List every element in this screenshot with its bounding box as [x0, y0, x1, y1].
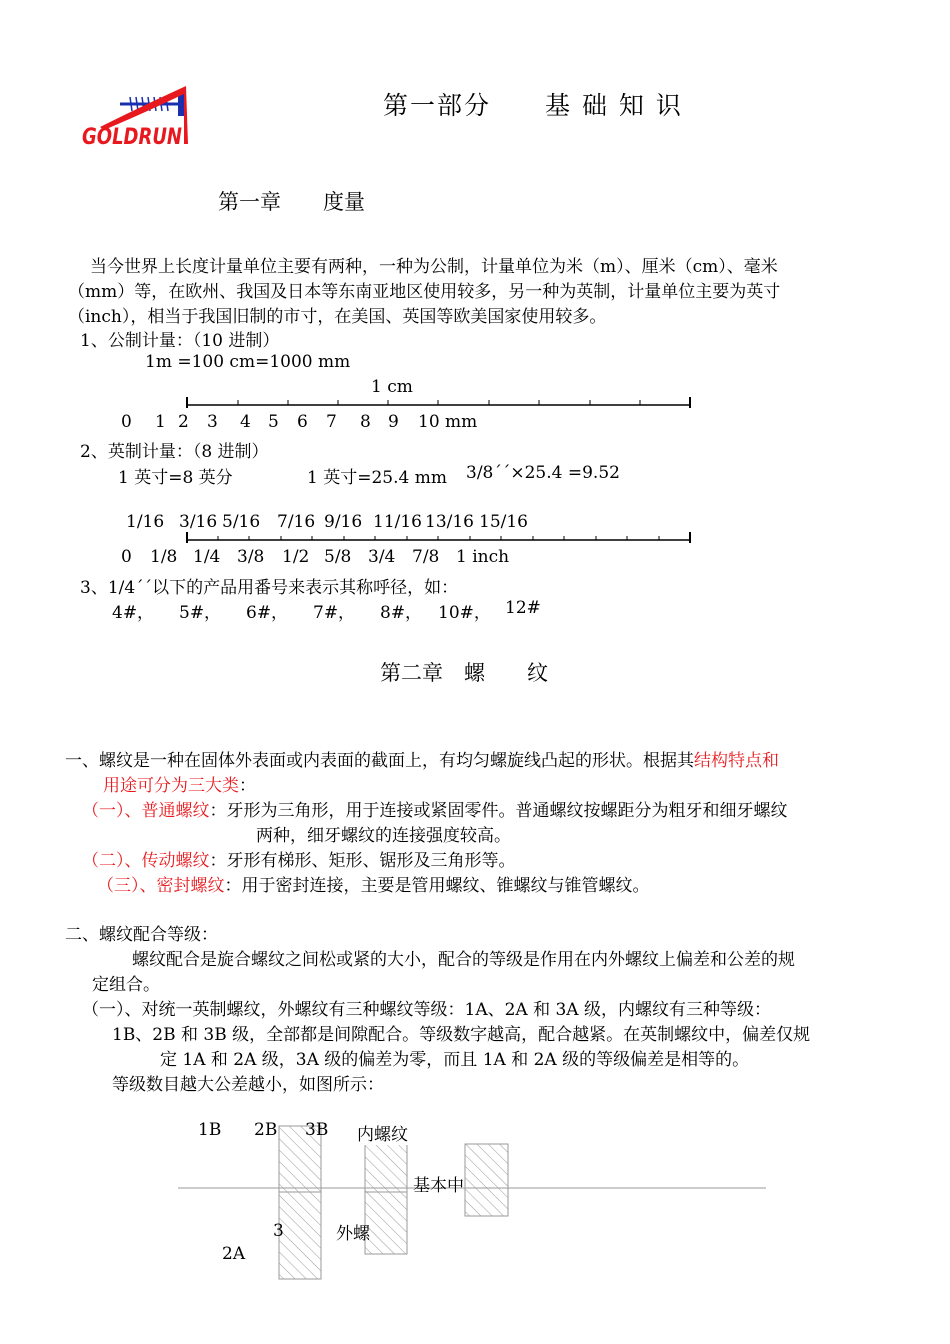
eighth-1: 1/8 [150, 547, 178, 567]
diagram-label-external: 外螺 [336, 1224, 370, 1244]
ruler-label-cm: 1 cm [371, 377, 413, 397]
number-item-1: 5#， [179, 603, 222, 623]
diagram-label-3a: 3 [273, 1221, 284, 1241]
s1-highlight-b: 用途可分为三大类 [103, 776, 239, 796]
eighth-3: 3/8 [237, 547, 265, 567]
sixteenth-0: 1/16 [126, 512, 165, 532]
s1-text-b: ： [239, 776, 256, 796]
s1-highlight-a: 结构特点和 [694, 751, 779, 771]
number-item-5: 10#， [438, 603, 491, 623]
number-item-2: 6#， [246, 603, 289, 623]
s2-para-1: 螺纹配合是旋合螺纹之间松或紧的大小，配合的等级是作用在内外螺纹上偏差和公差的规 [132, 950, 795, 970]
sixteenth-2: 5/16 [222, 512, 261, 532]
numbers-heading: 3、1/4´´以下的产品用番号来表示其称呼径，如： [80, 578, 459, 598]
eighth-6: 3/4 [368, 547, 396, 567]
sixteenth-7: 15/16 [479, 512, 528, 532]
intro-line-1: 当今世界上长度计量单位主要有两种，一种为公制，计量单位为米（m）、厘米（cm）、毫米 [90, 257, 778, 277]
imperial-eq-3: 3/8´´×25.4 =9.52 [466, 463, 620, 483]
sixteenth-6: 13/16 [425, 512, 474, 532]
part-title: 第一部分 基 础 知 识 [383, 91, 683, 120]
imperial-eq-2: 1 英寸=25.4 mm [307, 468, 447, 488]
s2-heading: 二、螺纹配合等级： [65, 925, 218, 945]
category-3-label: （三）、密封螺纹 [97, 876, 225, 896]
number-item-4: 8#， [380, 603, 423, 623]
diagram-label-2a: 2A [222, 1244, 246, 1264]
chapter2-title: 第二章 螺 纹 [380, 661, 548, 685]
diagram-label-2b: 2B [254, 1120, 278, 1140]
category-1-text: ：牙形为三角形，用于连接或紧固零件。普通螺纹按螺距分为粗牙和细牙螺纹 [209, 801, 788, 821]
ruler-num-10: 10 mm [418, 412, 478, 432]
eighth-5: 5/8 [324, 547, 352, 567]
ruler-num-6: 6 [297, 412, 308, 432]
category-1-label: （一）、普通螺纹 [82, 801, 210, 821]
tolerance-zone-basic [465, 1144, 508, 1216]
eighth-0: 0 [121, 547, 132, 567]
tolerance-zone-3a [365, 1192, 407, 1254]
category-2-label: （二）、传动螺纹 [82, 851, 210, 871]
diagram-label-1b: 1B [198, 1120, 222, 1140]
ruler-num-5: 5 [268, 412, 279, 432]
chapter1-title: 第一章 度量 [218, 190, 365, 214]
ruler-num-3: 3 [207, 412, 218, 432]
sixteenth-5: 11/16 [373, 512, 422, 532]
number-item-0: 4#， [112, 603, 155, 623]
imperial-eq-1: 1 英寸=8 英分 [118, 468, 233, 488]
tolerance-zone-2a [279, 1192, 321, 1279]
logo-text: GOLDRUN [82, 125, 182, 150]
s2-unified-2: 1B、2B 和 3B 级，全部都是间隙配合。等级数字越高，配合越紧。在英制螺纹中，偏差仅规 [112, 1025, 811, 1045]
ruler-num-8: 8 [360, 412, 371, 432]
category-1-cont: 两种，细牙螺纹的连接强度较高。 [256, 826, 511, 846]
diagram-label-basic: 基本中 [413, 1176, 464, 1196]
sixteenth-1: 3/16 [179, 512, 218, 532]
intro-line-3: （inch），相当于我国旧制的市寸，在美国、英国等欧美国家使用较多。 [68, 307, 607, 327]
s2-unified-4: 等级数目越大公差越小，如图所示： [112, 1075, 384, 1095]
s2-para-2: 定组合。 [92, 975, 160, 995]
ruler-num-2: 2 [178, 412, 189, 432]
number-item-3: 7#， [313, 603, 356, 623]
intro-line-2: （mm）等，在欧州、我国及日本等东南亚地区使用较多，另一种为英制，计量单位主要为英寸 [68, 282, 781, 302]
imperial-heading: 2、英制计量：（8 进制） [80, 442, 269, 462]
ruler-num-0: 0 [121, 412, 132, 432]
sixteenth-3: 7/16 [277, 512, 316, 532]
category-2-text: ：牙形有梯形、矩形、锯形及三角形等。 [209, 851, 516, 871]
s2-unified-1: （一）、对统一英制螺纹，外螺纹有三种螺纹等级：1A、2A 和 3A 级，内螺纹有三种等级： [82, 1000, 771, 1020]
tolerance-zone-3b [365, 1140, 407, 1192]
eighth-8: 1 inch [456, 547, 510, 567]
ruler-num-9: 9 [388, 412, 399, 432]
ruler-num-7: 7 [326, 412, 337, 432]
ruler-num-1: 1 [155, 412, 166, 432]
number-item-6: 12# [505, 598, 541, 618]
category-3-text: ：用于密封连接，主要是管用螺纹、锥螺纹与锥管螺纹。 [224, 876, 650, 896]
metric-equation: 1m =100 cm=1000 mm [145, 352, 351, 372]
diagram-label-internal: 内螺纹 [357, 1120, 408, 1145]
s1-text-a: 一、螺纹是一种在固体外表面或内表面的截面上，有均匀螺旋线凸起的形状。根据其 [65, 751, 694, 771]
s2-unified-3: 定 1A 和 2A 级，3A 级的偏差为零，而且 1A 和 2A 级的等级偏差是相等的。 [160, 1050, 750, 1070]
eighth-4: 1/2 [282, 547, 310, 567]
sixteenth-4: 9/16 [324, 512, 363, 532]
ruler-num-4: 4 [240, 412, 251, 432]
diagram-label-3b: 3B [305, 1120, 329, 1140]
eighth-7: 7/8 [412, 547, 440, 567]
eighth-2: 1/4 [193, 547, 221, 567]
metric-heading: 1、公制计量：（10 进制） [80, 331, 280, 351]
